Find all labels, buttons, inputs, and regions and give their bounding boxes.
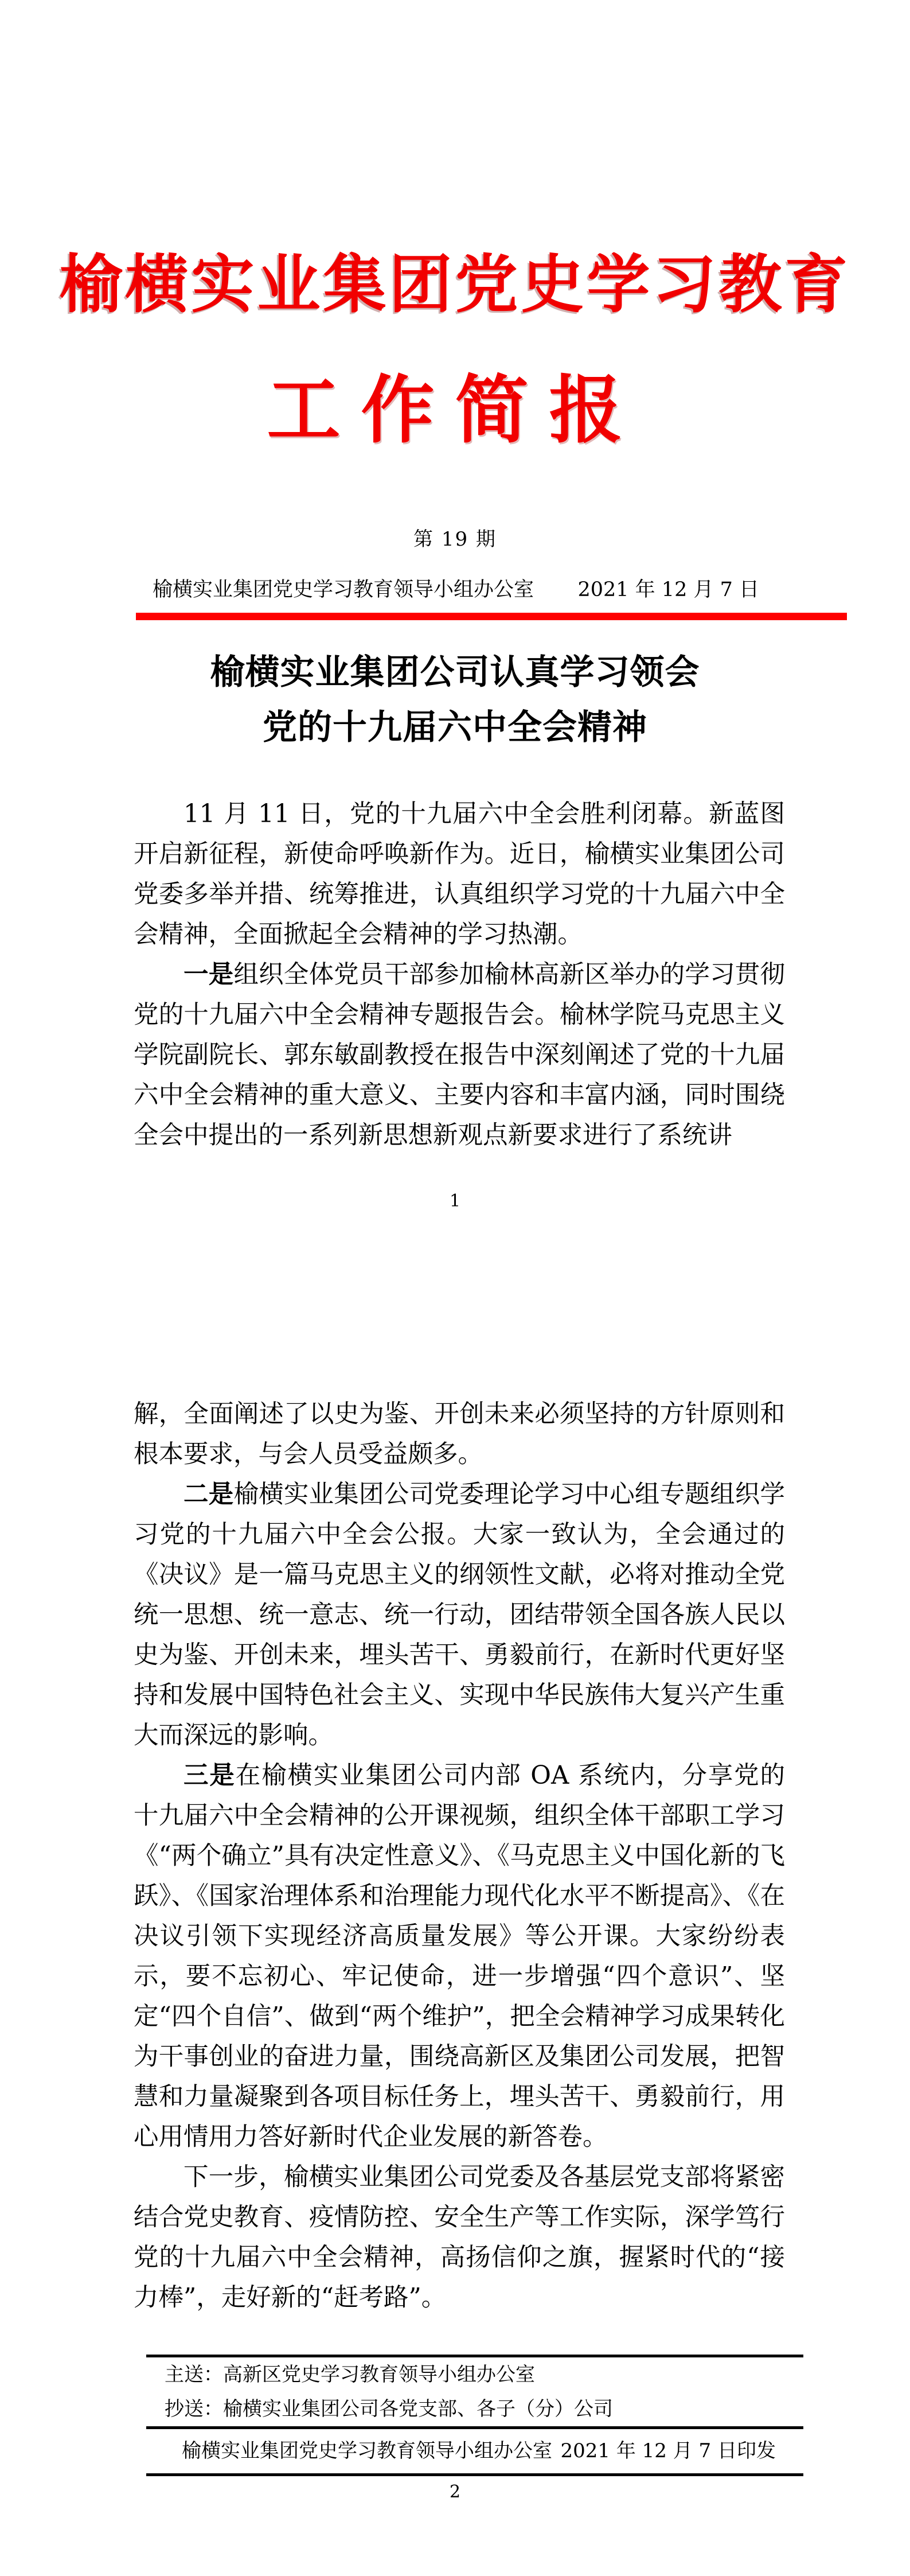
article-title-line1: 榆横实业集团公司认真学习领会 — [210, 652, 700, 692]
footer-copy-send: 抄送：榆横实业集团公司各党支部、各子（分）公司 — [165, 2398, 613, 2421]
issue-date: 2021 年 12 月 7 日 — [577, 578, 759, 601]
paragraph-next-steps — [134, 2157, 785, 2318]
paragraph-text: 下一步，榆横实业集团公司党委及各基层党支部将紧密结合党史教育、疫情防控、安全生产等工作实际，深学笃行党的十九届六中全会精神，高扬信仰之旗，握紧时代的“接力棒”，走好新的“赶考路”。 — [134, 2163, 785, 2312]
page-number-1: 1 — [449, 1191, 461, 1211]
paragraph-text: 组织全体党员干部参加榆林高新区举办的学习贯彻党的十九届六中全会精神专题报告会。榆林学院马克思主义学院副院长、郭东敏副教授在报告中深刻阐述了党的十九届六中全会精神的重大意义、主要内容和丰富内涵，同时围绕全会中提出的一系列新思想新观点新要求进行了系统讲 — [134, 960, 786, 1150]
paragraph-text: 11 月 11 日，党的十九届六中全会胜利闭幕。新蓝图开启新征程，新使命呼唤新作为。近日，榆横实业集团公司党委多举并措、统筹推进，认真组织学习党的十九届六中全会精神，全面掀起全会精神的学习热潮。 — [134, 800, 785, 949]
paragraph-text: 在榆横实业集团公司内部 OA 系统内，分享党的十九届六中全会精神的公开课视频，组织全体干部职工学习《“两个确立”具有决定性意义》、《马克思主义中国化新的飞跃》、《国家治理体系和治理能力现代化水平不断提高》、《在决议引领下实现经济高质量发展》等公开课。大家纷纷表示，要不忘初心、牢记使命，进一步增强“四个意识”、坚定“四个自信”、做到“两个维护”，把全会精神学习成果转化为干事创业的奋进力量，围绕高新区及集团公司发展，把智慧和力量凝聚到各项目标任务上，埋头苦干、勇毅前行，用心用情用力答好新时代企业发展的新答卷。 — [134, 1761, 786, 2151]
masthead-divider-rule — [136, 613, 847, 620]
paragraph-lead: 二是 — [183, 1480, 234, 1509]
issuing-office: 榆横实业集团党史学习教育领导小组办公室 — [153, 578, 534, 601]
article-title-line2: 党的十九届六中全会精神 — [263, 707, 647, 748]
paragraph-second-point — [134, 1474, 785, 1756]
masthead-subtitle: 工作简报 — [267, 367, 643, 453]
paragraph-intro — [134, 794, 785, 955]
article-title — [0, 645, 910, 755]
paragraph-first-point-continued — [134, 1394, 785, 1474]
footer-main-send: 主送：高新区党史学习教育领导小组办公室 — [165, 2363, 535, 2386]
paragraph-third-point — [134, 1756, 785, 2157]
bulletin-footer — [146, 2355, 803, 2476]
paragraph-text: 解，全面阐述了以史为鉴、开创未来必须坚持的方针原则和根本要求，与会人员受益颇多。 — [134, 1400, 785, 1469]
issue-number: 第 19 期 — [413, 528, 497, 551]
imprint-date: 2021 年 12 月 7 日印发 — [560, 2439, 776, 2462]
footer-imprint-row — [146, 2429, 803, 2473]
page-number-2: 2 — [449, 2482, 461, 2502]
paragraph-text: 榆横实业集团公司党委理论学习中心组专题组织学习党的十九届六中全会公报。大家一致认为，全会通过的《决议》是一篇马克思主义的纲领性文献，必将对推动全党统一思想、统一意志、统一行动，团结带领全国各族人民以史为鉴、开创未来，埋头苦干、勇毅前行，在新时代更好坚持和发展中国特色社会主义、实现中华民族伟大复兴产生重大而深远的影响。 — [134, 1480, 786, 1750]
paragraph-first-point — [134, 955, 785, 1155]
masthead-title: 榆横实业集团党史学习教育 — [59, 247, 851, 321]
footer-rule-bottom — [146, 2473, 803, 2476]
page2-body — [134, 1394, 785, 2318]
paragraph-lead: 一是 — [183, 960, 234, 989]
masthead-org-row — [153, 574, 759, 602]
paragraph-lead: 三是 — [183, 1761, 236, 1790]
imprint-office: 榆横实业集团党史学习教育领导小组办公室 — [182, 2439, 552, 2462]
page1-body — [134, 794, 785, 1155]
